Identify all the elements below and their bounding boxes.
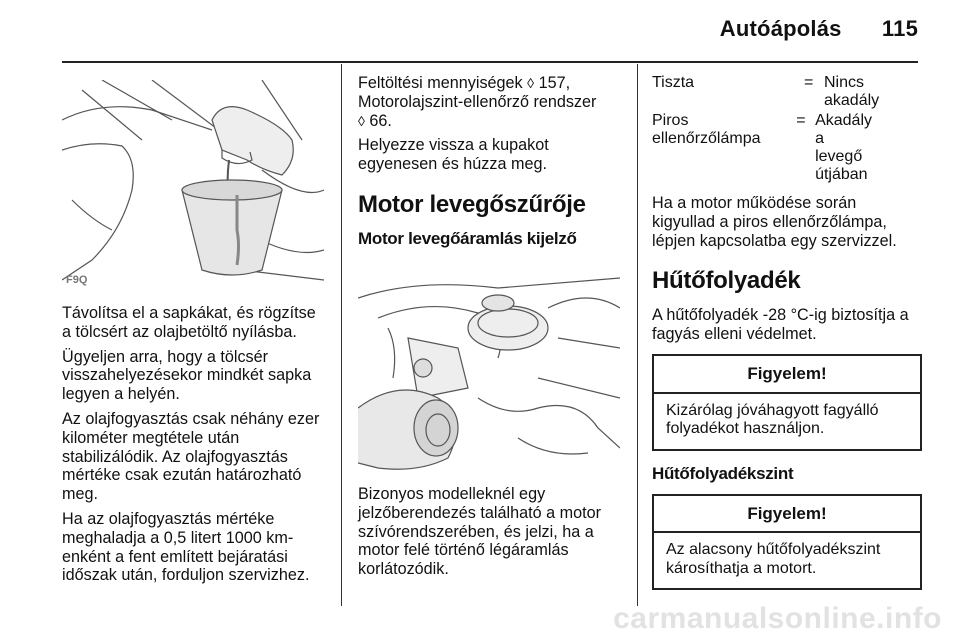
paragraph: A hűtőfolyadék -28 °C-ig biztosítja a fagyás elleni védelmet. — [652, 306, 909, 344]
paragraph: Helyezze vissza a kupakot egyenesen és húzza meg. — [358, 136, 549, 174]
indicator-status-table — [652, 74, 922, 184]
paragraph: Az olajfogyasztás csak néhány ezer kilométer megtétele után stabilizálódik. Az olajfogyasztás mértéke csak ezután határozható meg. — [62, 409, 320, 504]
paragraph: Bizonyos modelleknél egy jelzőberendezés található a motor szívórendszerében, és jelzi, ha a motor felé történő légáramlás korlátozódik. — [358, 485, 601, 579]
column-2-bottom — [358, 485, 620, 585]
warning-body: Kizárólag jóváhagyott fagyálló folyadékot használjon. — [666, 401, 879, 438]
section-title-coolant: Hűtőfolyadék — [652, 267, 801, 295]
paragraph: Ha a motor működése során kigyullad a piros ellenőrzőlámpa, lépjen kapcsolatba egy szervizzel. — [652, 194, 897, 250]
section-title-air-filter: Motor levegőszűrője — [358, 190, 586, 218]
paragraph-reference: Feltöltési mennyiségek ◊ 157, Motorolajszint-ellenőrző rendszer ◊ 66. — [358, 74, 597, 130]
warning-box — [652, 494, 922, 591]
subsection-title-airflow-indicator: Motor levegőáramlás kijelző — [358, 228, 577, 248]
paragraph: Ha az olajfogyasztás mértéke meghaladja a 0,5 litert 1000 km-enként a fent említett bejáratási időszak után, forduljon szervizhez. — [62, 509, 310, 585]
figure-label: F9Q — [66, 274, 88, 286]
column-2 — [358, 74, 618, 257]
page-number: 115 — [881, 16, 918, 41]
page-title: Autóápolás — [719, 16, 842, 41]
column-divider-1 — [341, 64, 342, 606]
warning-body: Az alacsony hűtőfolyadékszint károsíthatja a motort. — [666, 541, 881, 577]
paragraph: Ügyeljen arra, hogy a tölcsér visszahelyezésekor mindkét sapka legyen a helyén. — [62, 347, 312, 404]
status-row: Piros ellenőrzőlámpa = Akadály a levegő útjában — [652, 112, 872, 183]
oil-funnel-drawing — [62, 80, 324, 290]
engine-airflow-indicator-illustration — [358, 268, 620, 478]
subsection-title-coolant-level: Hűtőfolyadékszint — [652, 463, 794, 483]
watermark: carmanualsonline.info — [613, 602, 942, 635]
warning-box — [652, 354, 922, 451]
column-3 — [652, 74, 922, 604]
column-divider-2 — [637, 64, 638, 606]
reference-arrow-icon: ◊ — [358, 112, 365, 129]
oil-funnel-illustration — [62, 80, 324, 290]
status-row: Tiszta = Nincs akadály — [652, 74, 880, 109]
header-rule — [62, 61, 918, 63]
reference-arrow-icon: ◊ — [527, 75, 535, 91]
column-1 — [62, 304, 324, 591]
paragraph: Távolítsa el a sapkákat, és rögzítse a tölcsért az olajbetöltő nyílásba. — [62, 304, 316, 341]
warning-title: Figyelem! — [654, 356, 920, 394]
engine-bay-drawing — [358, 268, 620, 478]
page-header — [720, 16, 918, 42]
warning-title: Figyelem! — [654, 496, 920, 534]
